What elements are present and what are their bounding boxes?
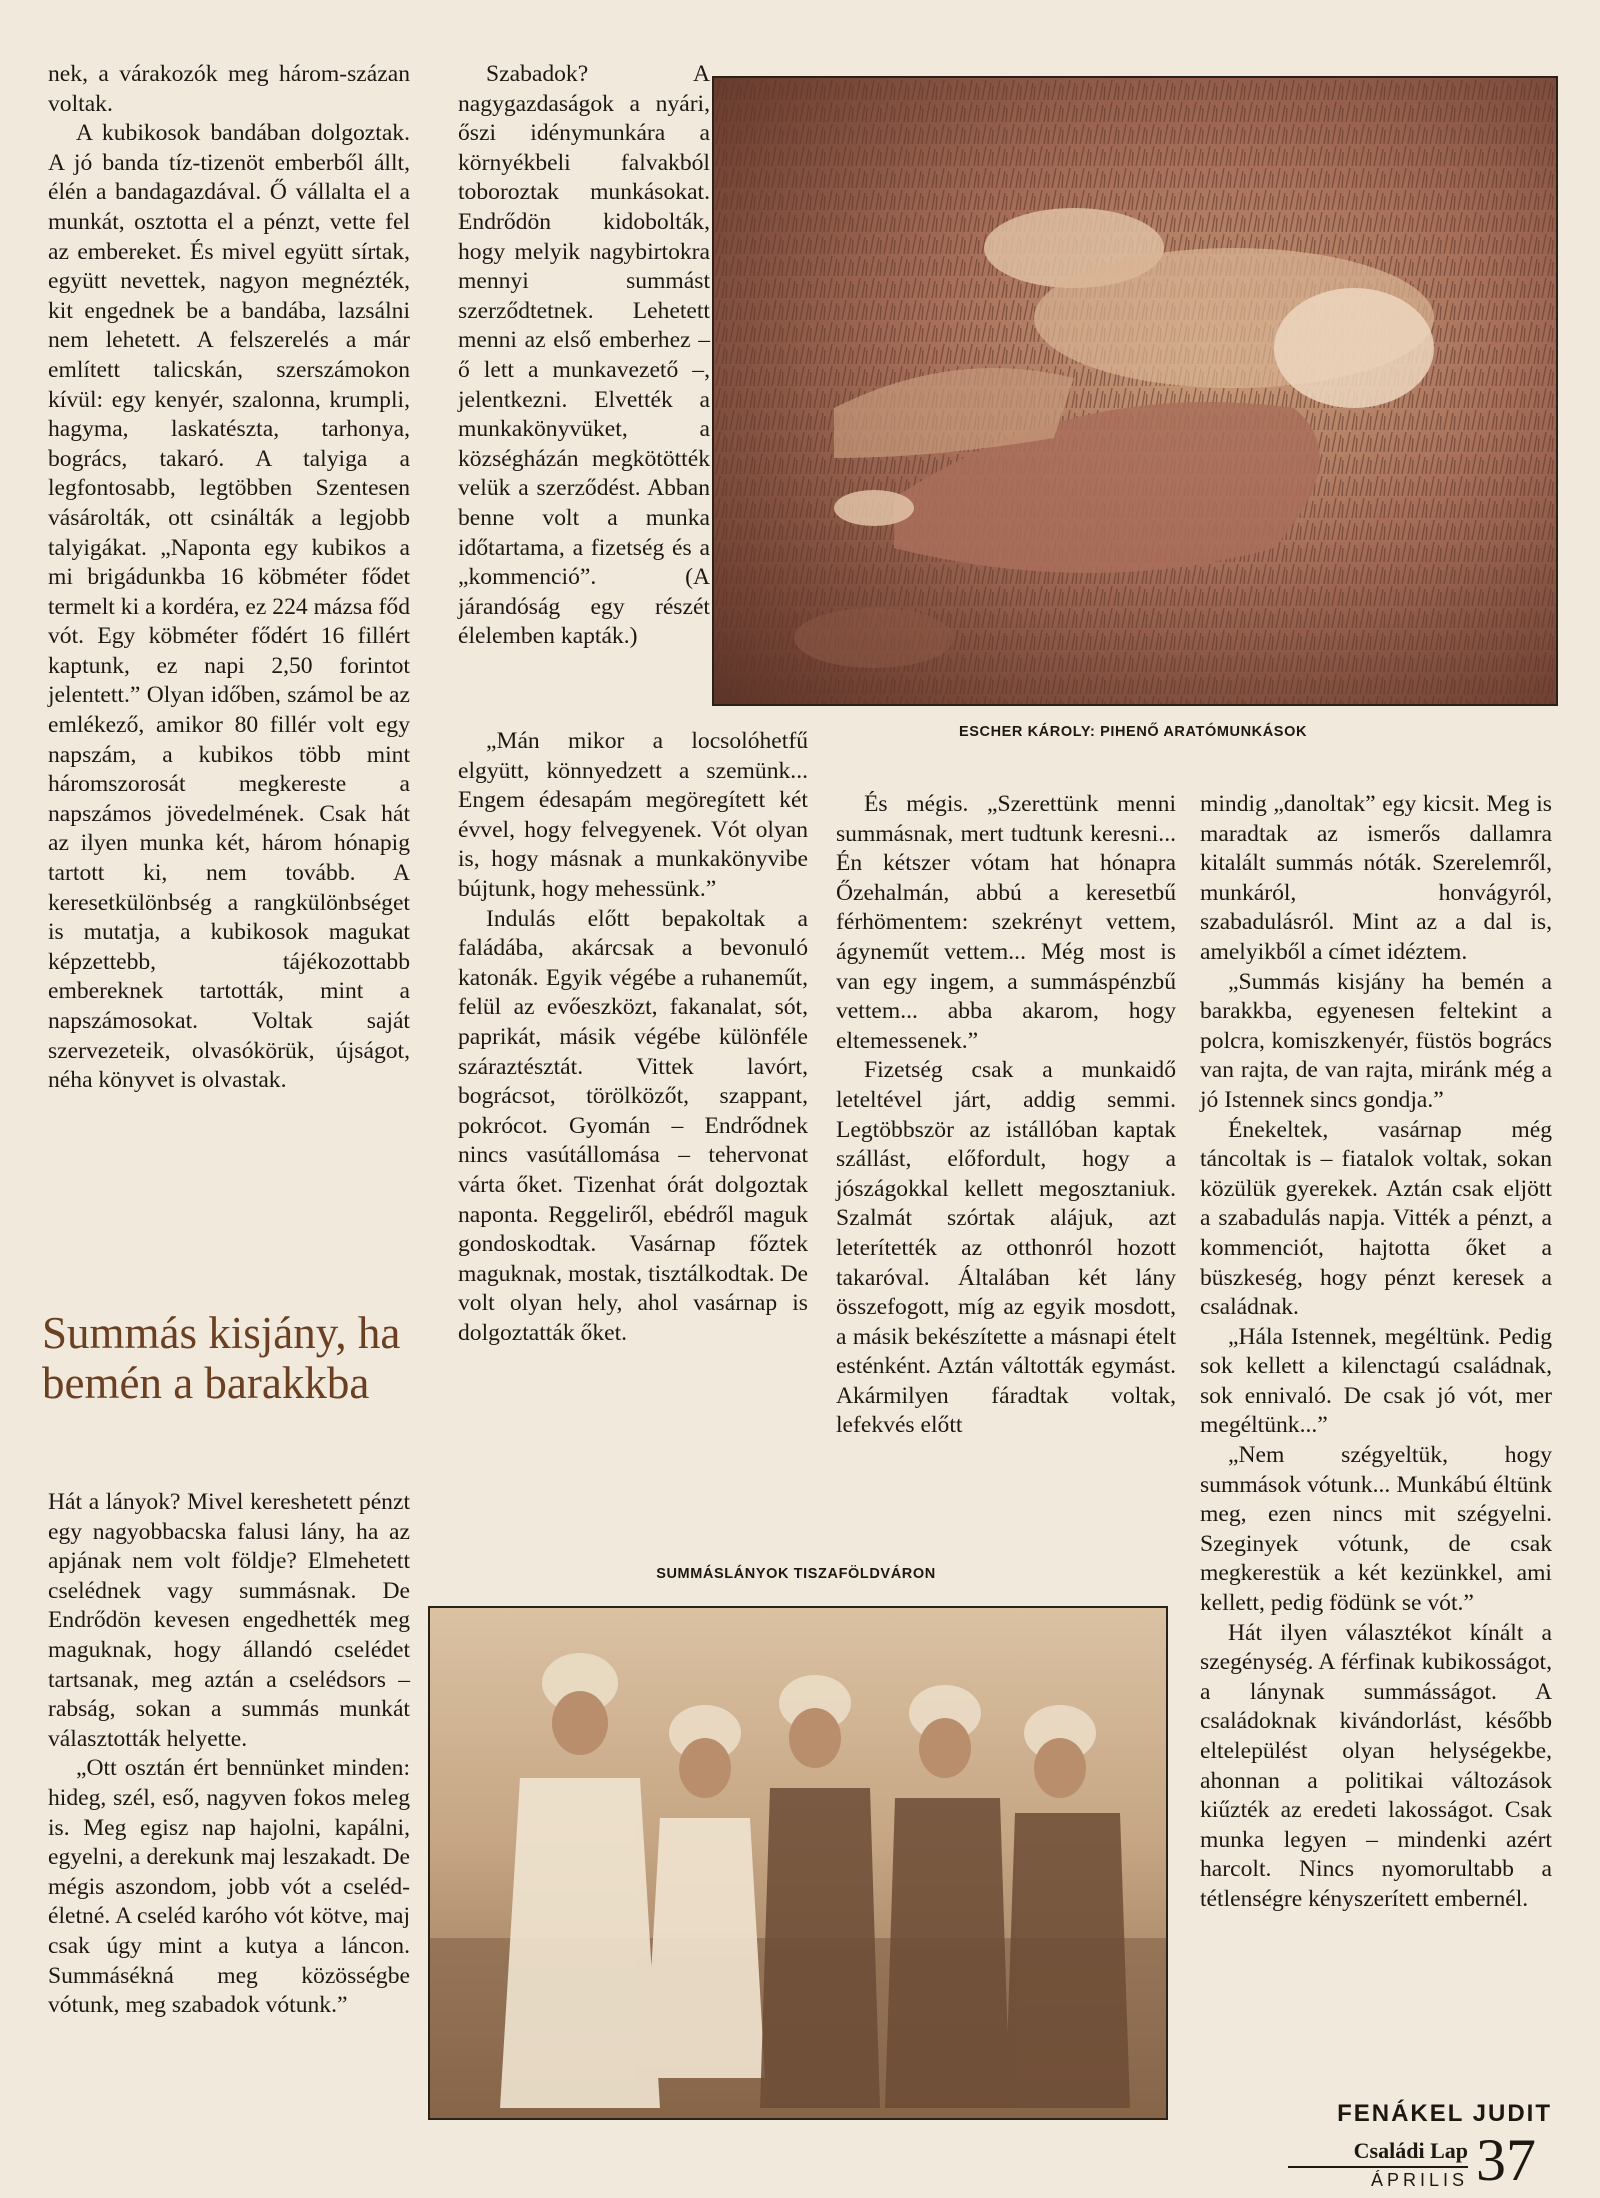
column-2-top xyxy=(458,60,710,652)
column-2-bottom xyxy=(458,727,808,1348)
magazine-name: Családi Lap xyxy=(1353,2138,1468,2163)
section-subheading: Summás kisjány, ha bemén a barakkba xyxy=(42,1308,401,1408)
photo-illustration xyxy=(714,78,1556,704)
paragraph: „Mán mikor a locsolóhetfű elgyütt, könnyedzett a szemünk... Engem édesapám megöregített két évvel, hogy felvegyenek. Vót olyan is, hogy másnak a munkakönyvibe bújtunk, hogy mehessünk.” xyxy=(458,728,808,902)
paragraph: mindig „danoltak” egy kicsit. Meg is maradtak az ismerős dallamra kitalált summás nóták. Szerelemről, munkáról, honvágyról, szabadulásról. Mint az a dal is, amelyikből a címet idéztem. xyxy=(1200,791,1552,965)
paragraph: És mégis. „Szerettünk menni summásnak, mert tudtunk keresni... Én kétszer vótam hat hónapra Őzehalmán, abbú a keresetbű férhömentem: szekrényt vettem, ágyneműt vettem... Még most is van egy ingem, a summáspénzbű vettem... abba akarom, hogy eltemessenek.” xyxy=(836,791,1176,1054)
paragraph: nek, a várakozók meg három-százan voltak. xyxy=(48,61,410,117)
photo-caption-bottom: SUMMÁSLÁNYOK TISZAFÖLDVÁRON xyxy=(656,1566,936,1582)
column-4 xyxy=(1200,790,1552,1915)
paragraph: „Summás kisjány ha bemén a barakkba, egyenesen feltekint a polcra, komiszkenyér, füstös bogrács van rajta, de van rajta, miránk még a jó Istennek sincs gondja.” xyxy=(1200,968,1552,1113)
paragraph: A kubikosok bandában dolgoztak. A jó banda tíz-tizenöt emberből állt, élén a bandagazdával. Ő vállalta el a munkát, osztotta el a pénzt, vette fel az embereket. És mivel együtt sírtak, együtt nevettek, nagyon megnézték, kit engednek be a bandába, lazsálni nem lehetett. A felszerelés a már említett talicskán, szerszámokon kívül: egy kenyér, szalonna, krumpli, hagyma, laskatészta, tarhonya, bogrács, takaró. A talyiga a legfontosabb, legtöbben Szentesen vásárolták, ott csinálták a legjobb talyigákat. „Naponta egy kubikos a mi brigádunkba 16 köbméter fődet termelt ki a kordéra, ez 224 mázsa főd vót. Egy köbméter fődért 16 fillért kaptunk, ez napi 2,50 forintot jelentett.” Olyan időben, számol be az emlékező, amikor 80 fillér volt egy napszám, a kubikos több mint háromszorosát megkereste a napszámos jövedelmének. Csak hát az ilyen munka két, három hónapig tartott ki, nem tovább. A keresetkülönbség a rangkülönbséget is mutatja, a kubikosok magukat képzettebb, tájékozottabb embereknek tartották, mint a napszámosokat. Voltak saját szervezeteik, olvasókörük, újságot, néha könyvet is olvastak. xyxy=(48,120,410,1094)
photo-resting-harvest-workers xyxy=(712,76,1558,706)
page-number: 37 xyxy=(1476,2127,1536,2193)
paragraph: Hát ilyen választékot kínált a szegénység. A férfinak kubikosságot, a lánynak summásságot. A családoknak kivándorlást, később eltelepülést olyan helységekbe, ahonnan a politikai változások kiűzték az eredeti lakosságot. Csak munka legyen – mindenki azért harcolt. Nincs nyomorultabb a tétlenségre kényszerített embernél. xyxy=(1200,1619,1552,1912)
paragraph: Szabadok? A nagygazdaságok a nyári, őszi idénymunkára a környékbeli falvakból toboroztak munkásokat. Endrődön kidobolták, hogy melyik nagybirtokra mennyi summást szerződtetnek. Lehetett menni az első emberhez – ő lett a munkavezető –, jelentkezni. Elvették a munkakönyvüket, a községházán megkötötték velük a szerződést. Abban benne volt a munka időtartama, a fizetség és a „kommenció”. (A járandóság egy részét élelemben kapták.) xyxy=(458,61,710,650)
photo-summas-girls xyxy=(428,1606,1168,2120)
paragraph: „Nem szégyeltük, hogy summások vótunk... Munkábú éltünk meg, ezen nincs mit szégyelni. Szeginyek vótunk, de csak megkerestük a két kezünkkel, ami kellett, pedig födünk se vót.” xyxy=(1200,1442,1552,1617)
column-1-bottom xyxy=(48,1488,410,2021)
paragraph: Énekeltek, vasárnap még táncoltak is – fiatalok voltak, sokan közülük gyerekek. Aztán csak eljött a szabadulás napja. Vitték a pénzt, a kommenciót, hajtotta őket a büszkeség, hogy pénzt keresek a családnak. xyxy=(1200,1116,1552,1321)
paragraph: Hát a lányok? Mivel kereshetett pénzt egy nagyobbacska falusi lány, ha az apjának nem volt földje? Elmehetett cselédnek vagy summásnak. De Endrődön kevesen engedhették meg maguknak, hogy állandó cselédet tartsanak, meg aztán a cselédsors – rabság, sokan a summás munkát választották helyette. xyxy=(48,1489,410,1752)
column-1-top xyxy=(48,60,410,1096)
paragraph: Fizetség csak a munkaidő leteltével járt, addig semmi. Legtöbbször az istállóban kaptak szállást, előfordult, hogy a jószágokkal kellett megosztaniuk. Szalmát szórtak alájuk, azt leterítették az otthonról hozott takaróval. Általában két lány összefogott, míg az egyik mosdott, a másik bekészítette a másnapi ételt esténként. Aztán váltották egymást. Akármilyen fáradtak voltak, lefekvés előtt xyxy=(836,1057,1176,1439)
paragraph: „Hála Istennek, megéltünk. Pedig sok kellett a kilenctagú családnak, sok ennivaló. De csak jó vót, mer megéltünk...” xyxy=(1200,1323,1552,1439)
photo-illustration xyxy=(430,1608,1166,2118)
issue-month: ÁPRILIS xyxy=(1288,2166,1468,2191)
author-byline: FENÁKEL JUDIT xyxy=(1337,2100,1552,2127)
column-3 xyxy=(836,790,1176,1441)
photo-caption-top: ESCHER KÁROLY: PIHENŐ ARATÓMUNKÁSOK xyxy=(958,724,1308,740)
paragraph: „Ott osztán ért bennünket minden: hideg, szél, eső, nagyven fokos meleg is. Meg egisz nap hajolni, kapálni, egyelni, a derekunk maj leszakadt. De mégis aszondom, jobb vót a cseléd-életné. A cseléd karóho vót kötve, maj csak úgy mint a kutya a láncon. Summásékná meg közösségbe vótunk, meg szabadok vótunk.” xyxy=(48,1755,410,2019)
paragraph: Indulás előtt bepakoltak a faládába, akárcsak a bevonuló katonák. Egyik végébe a ruhaneműt, felül az evőeszközt, fakanalat, sót, paprikát, másik végébe különféle száraztésztát. Vittek lavórt, bográcsot, törölközőt, szappant, pokrócot. Gyomán – Endrődnek nincs vasútállomása – tehervonat várta őket. Tizenhat órát dolgoztak naponta. Reggeliről, ebédről maguk gondoskodtak. Vasárnap főztek maguknak, mostak, tisztálkodtak. De volt olyan hely, ahol vasárnap is dolgoztatták őket. xyxy=(458,905,808,1346)
